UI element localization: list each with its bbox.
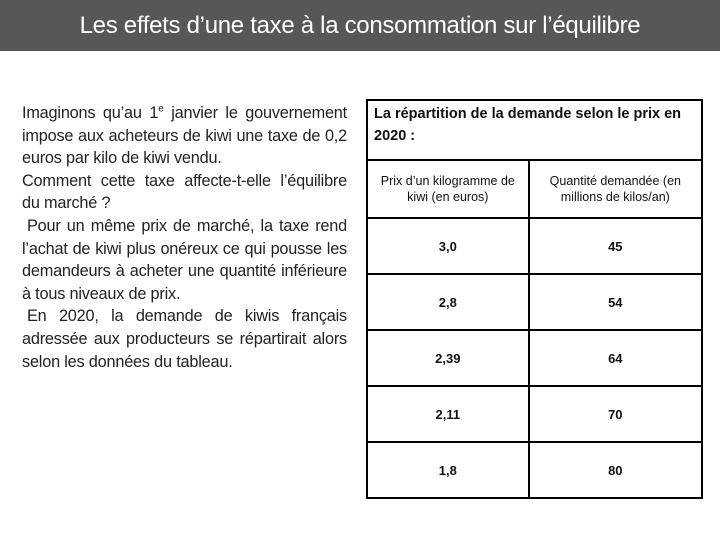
price-cell: 2,8 <box>367 274 529 330</box>
demand-table <box>366 99 703 499</box>
quantity-cell: 45 <box>529 218 702 274</box>
quantity-cell: 54 <box>529 274 702 330</box>
quantity-cell: 64 <box>529 330 702 386</box>
price-cell: 1,8 <box>367 442 529 498</box>
intro-text-end: janvier le gouvernement impose aux acheteurs de kiwi une taxe de 0,2 euros par kilo de kiwi vendu. <box>22 104 347 168</box>
header-price: Prix d’un kilogramme de kiwi (en euros) <box>367 160 529 218</box>
paragraph-question: Comment cette taxe affecte-t-elle l’équilibre du marché ? <box>22 171 347 213</box>
header-quantity: Quantité demandée (en millions de kilos/an) <box>529 160 702 218</box>
intro-text-start: Imaginons qu’au 1 <box>22 104 159 122</box>
paragraph-explanation: Pour un même prix de marché, la taxe rend l’achat de kiwi plus onéreux ce qui pousse les demandeurs à acheter une quantité inférieure à tous niveaux de prix. <box>22 216 347 303</box>
slide-title: Les effets d’une taxe à la consommation sur l’équilibre <box>79 11 641 39</box>
price-cell: 2,11 <box>367 386 529 442</box>
table-row <box>367 330 702 386</box>
table-row <box>367 218 702 274</box>
quantity-cell: 80 <box>529 442 702 498</box>
paragraph-intro <box>22 102 347 170</box>
price-cell: 2,39 <box>367 330 529 386</box>
paragraph-2020: En 2020, la demande de kiwis français adressée aux producteurs se répartirait alors selon les données du tableau. <box>22 307 347 371</box>
table-row <box>367 386 702 442</box>
price-cell: 3,0 <box>367 218 529 274</box>
table-row <box>367 274 702 330</box>
quantity-cell: 70 <box>529 386 702 442</box>
slide-title-bar <box>0 0 720 51</box>
body-text <box>22 102 347 373</box>
table-caption: La répartition de la demande selon le prix en 2020 : <box>367 100 702 160</box>
table-row <box>367 442 702 498</box>
superscript: e <box>158 103 164 115</box>
